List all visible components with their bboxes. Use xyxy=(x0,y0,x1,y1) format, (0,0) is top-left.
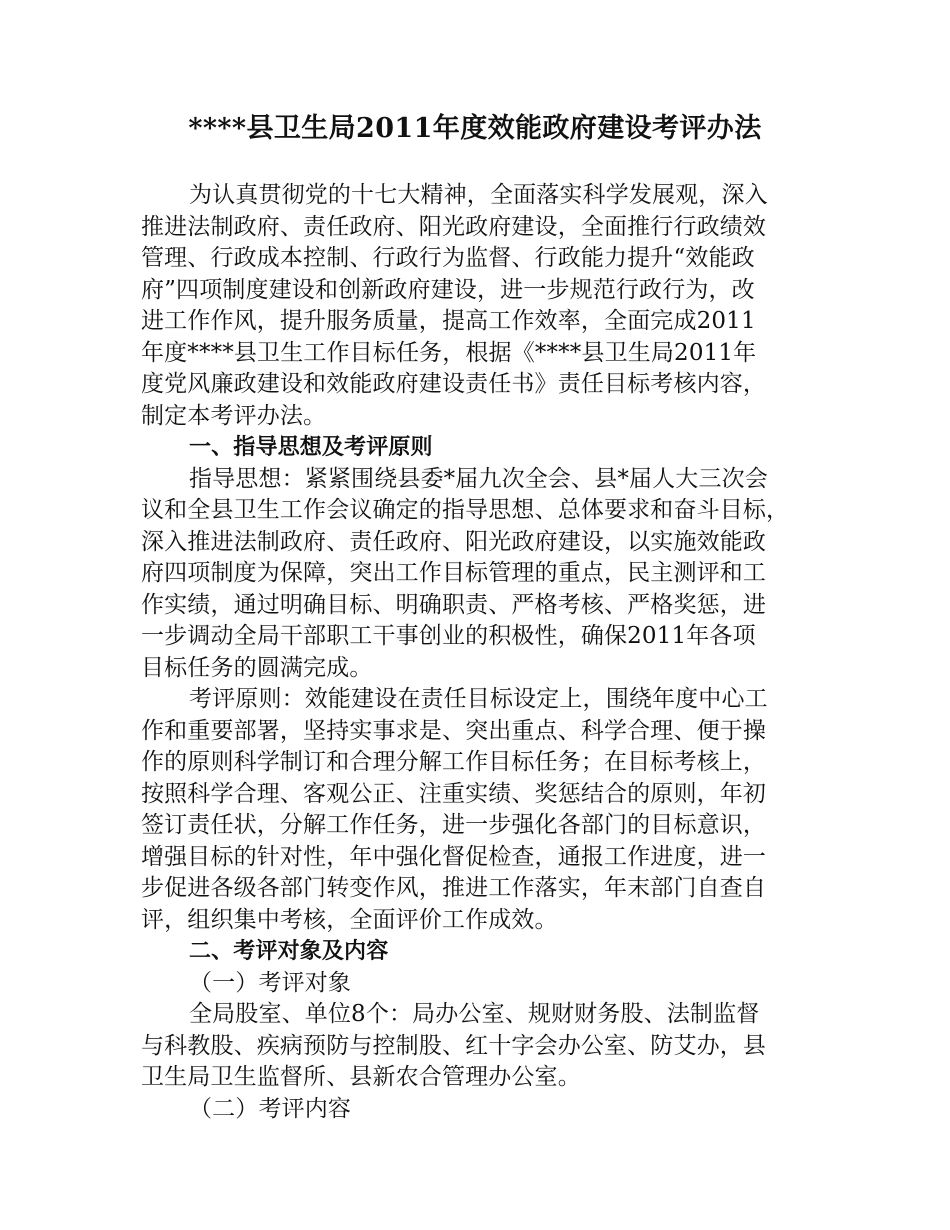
body-text-line: 推进法制政府、责任政府、阳光政府建设，全面推行行政绩效 xyxy=(141,213,767,240)
section-heading: 二、考评对象及内容 xyxy=(189,939,389,964)
subsection-heading: （一）考评对象 xyxy=(189,969,352,996)
body-text-line: 增强目标的针对性，年中强化督促检查，通报工作进度，进一 xyxy=(141,843,767,870)
document-title: ****县卫生局2011年度效能政府建设考评办法 xyxy=(188,113,762,144)
body-text-line: 签订责任状，分解工作任务，进一步强化各部门的目标意识， xyxy=(141,812,767,838)
body-text-line: 府”四项制度建设和创新政府建设，进一步规范行政行为，改 xyxy=(141,276,755,303)
body-text-line: 作和重要部署，坚持实事求是、突出重点、科学合理、便于操 xyxy=(141,717,767,744)
body-text-line: 步促进各级各部门转变作风，推进工作落实，年末部门自查自 xyxy=(141,875,767,901)
body-text-line: 与科教股、疾病预防与控制股、红十字会办公室、防艾办，县 xyxy=(141,1032,767,1059)
body-text-line: 作实绩，通过明确目标、明确职责、严格考核、严格奖惩，进 xyxy=(141,591,767,618)
paragraph-first-line: 为认真贯彻党的十七大精神，全面落实科学发展观，深入 xyxy=(189,182,768,208)
body-text-line: 作的原则科学制订和合理分解工作目标任务；在目标考核上， xyxy=(141,749,767,775)
body-text-line: 进工作作风，提升服务质量，提高工作效率，全面完成2011 xyxy=(141,308,756,334)
body-text-line: 按照科学合理、客观公正、注重实绩、奖惩结合的原则，年初 xyxy=(141,780,767,807)
body-text-line: 卫生局卫生监督所、县新农合管理办公室。 xyxy=(141,1064,581,1090)
section-heading: 一、指导思想及考评原则 xyxy=(189,435,433,460)
document-body xyxy=(141,180,821,1125)
body-text-line: 目标任务的圆满完成。 xyxy=(141,654,373,681)
body-text-line: 评，组织集中考核，全面评价工作成效。 xyxy=(141,906,558,933)
body-text-line: 年度****县卫生工作目标任务，根据《****县卫生局2011年 xyxy=(141,339,757,366)
body-text-line: 深入推进法制政府、责任政府、阳光政府建设，以实施效能政 xyxy=(141,528,767,555)
paragraph-first-line: 全局股室、单位8个：局办公室、规财财务股、法制监督 xyxy=(189,1001,760,1027)
body-text-line: 制定本考评办法。 xyxy=(141,402,327,429)
body-text-line: 议和全县卫生工作会议确定的指导思想、总体要求和奋斗目标， xyxy=(141,497,790,523)
paragraph-first-line: 考评原则：效能建设在责任目标设定上，围绕年度中心工 xyxy=(189,686,768,712)
body-text-line: 管理、行政成本控制、行政行为监督、行政能力提升“效能政 xyxy=(141,245,755,271)
body-text-line: 府四项制度为保障，突出工作目标管理的重点，民主测评和工 xyxy=(141,560,767,586)
body-text-line: 度党风廉政建设和效能政府建设责任书》责任目标考核内容， xyxy=(141,371,767,397)
body-text-line: 一步调动全局干部职工干事创业的积极性，确保2011年各项 xyxy=(141,623,756,649)
paragraph-first-line: 指导思想：紧紧围绕县委*届九次全会、县*届人大三次会 xyxy=(189,465,768,492)
subsection-heading: （二）考评内容 xyxy=(189,1095,352,1122)
